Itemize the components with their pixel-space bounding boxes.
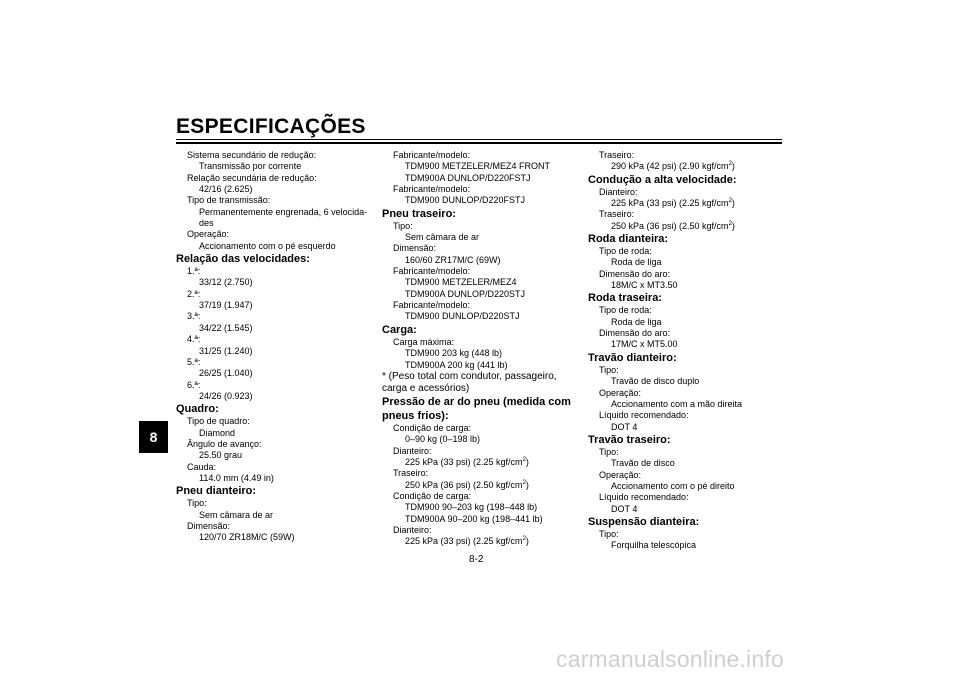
spec-line: Tipo:	[599, 446, 619, 457]
spec-line: TDM900 METZELER/MEZ4	[405, 277, 517, 288]
spec-line: Condição de carga:	[393, 422, 472, 433]
page-number: 8-2	[469, 554, 484, 565]
spec-line: 250 kPa (36 psi) (2.50 kgf/$cm^2$)	[405, 479, 529, 490]
spec-line: 290 kPa (42 psi) (2.90 kgf/$cm^2$)	[611, 161, 735, 172]
spec-line: TDM900A 90–200 kg (198–441 lb)	[405, 513, 543, 524]
spec-line: Dimensão:	[187, 520, 231, 531]
section-heading: pneus frios):	[382, 409, 449, 422]
spec-line: * (Peso total com condutor, passageiro,	[382, 370, 557, 382]
spec-line: Diamond	[199, 427, 236, 438]
spec-line: Relação secundária de redução:	[187, 172, 317, 183]
spec-line: Líquido recomendado:	[599, 492, 689, 503]
spec-line: Tipo de quadro:	[187, 416, 250, 427]
section-heading: Suspensão dianteira:	[588, 515, 700, 528]
spec-line: 2.ª:	[187, 288, 201, 299]
spec-line: 225 kPa (33 psi) (2.25 kgf/$cm^2$)	[405, 456, 529, 467]
spec-line: Ângulo de avanço:	[187, 438, 262, 449]
page-title: ESPECIFICAÇÕES	[176, 115, 366, 138]
spec-line: TDM900 90–203 kg (198–448 lb)	[405, 502, 538, 513]
spec-line: Tipo de roda:	[599, 305, 652, 316]
spec-line: 33/12 (2.750)	[199, 277, 253, 288]
section-heading: Travão traseiro:	[588, 433, 671, 446]
spec-line: 18M/C x MT3.50	[611, 280, 678, 291]
spec-line: Forquilha telescópica	[611, 540, 697, 551]
spec-line: DOT 4	[611, 421, 638, 432]
spec-line: 24/26 (0.923)	[199, 390, 253, 401]
spec-line: Tipo de roda:	[599, 246, 652, 257]
spec-line: Sem câmara de ar	[199, 509, 274, 520]
spec-line: 37/19 (1.947)	[199, 300, 253, 311]
spec-line: 3.ª:	[187, 311, 201, 322]
spec-line: Traseiro:	[393, 468, 429, 479]
spec-line: 6.ª:	[187, 379, 201, 390]
section-heading: Pressão de ar do pneu (medida com	[382, 395, 571, 408]
spec-line: TDM900 METZELER/MEZ4 FRONT	[405, 161, 551, 172]
spec-line: 5.ª:	[187, 356, 201, 367]
spec-line: Accionamento com o pé esquerdo	[199, 240, 336, 251]
spec-line: TDM900A DUNLOP/D220FSTJ	[405, 172, 531, 183]
spec-line: TDM900 DUNLOP/D220FSTJ	[405, 195, 526, 206]
spec-line: Tipo:	[599, 364, 619, 375]
spec-line: 26/25 (1.040)	[199, 368, 253, 379]
section-heading: Quadro:	[176, 403, 219, 416]
spec-line: Dianteiro:	[393, 445, 432, 456]
section-heading: Travão dianteiro:	[588, 351, 677, 364]
spec-line: 34/22 (1.545)	[199, 322, 253, 333]
spec-line: TDM900A 200 kg (441 lb)	[405, 359, 508, 370]
spec-line: 114.0 mm (4.49 in)	[199, 472, 274, 483]
spec-line: 225 kPa (33 psi) (2.25 kgf/$cm^2$)	[611, 198, 735, 209]
spec-column-2	[382, 150, 578, 548]
spec-line: Dimensão do aro:	[599, 328, 671, 339]
spec-line: carga e acessórios)	[382, 382, 470, 394]
spec-column-1	[176, 150, 372, 544]
spec-line: Fabricante/modelo:	[393, 300, 471, 311]
spec-line: Cauda:	[187, 461, 217, 472]
spec-line: Accionamento com o pé direito	[611, 480, 735, 491]
spec-line: TDM900 DUNLOP/D220STJ	[405, 311, 520, 322]
spec-line: Tipo de transmissão:	[187, 195, 271, 206]
section-heading: Carga:	[382, 323, 417, 336]
section-heading: Condução a alta velocidade:	[588, 173, 737, 186]
spec-line: Dimensão do aro:	[599, 268, 671, 279]
spec-line: Operação:	[187, 229, 230, 240]
spec-line: 4.ª:	[187, 334, 201, 345]
spec-line: Accionamento com a mão direita	[611, 398, 743, 409]
spec-line: Fabricante/modelo:	[393, 266, 471, 277]
spec-line: Dianteiro:	[393, 524, 432, 535]
spec-line: Tipo:	[393, 220, 413, 231]
spec-line: 1.ª:	[187, 266, 201, 277]
spec-line: Carga máxima:	[393, 336, 455, 347]
spec-line: 42/16 (2.625)	[199, 184, 253, 195]
spec-line: Traseiro:	[599, 150, 635, 160]
spec-line: 225 kPa (33 psi) (2.25 kgf/$cm^2$)	[405, 536, 529, 547]
spec-line: Dianteiro:	[599, 186, 638, 197]
section-heading: Pneu dianteiro:	[176, 485, 257, 498]
spec-line: 160/60 ZR17M/C (69W)	[405, 254, 501, 265]
spec-line: Roda de liga	[611, 316, 662, 327]
spec-line: Operação:	[599, 469, 642, 480]
spec-line: Travão de disco	[611, 458, 675, 469]
spec-line: 31/25 (1.240)	[199, 345, 253, 356]
spec-line: Tipo:	[599, 528, 619, 539]
spec-line: Sem câmara de ar	[405, 232, 480, 243]
spec-line: Sistema secundário de redução:	[187, 150, 317, 160]
spec-line: 120/70 ZR18M/C (59W)	[199, 532, 295, 543]
spec-line: 25.50 grau	[199, 450, 243, 461]
spec-line: Traseiro:	[599, 209, 635, 220]
header-rule-top	[176, 139, 782, 140]
spec-line: des	[199, 218, 214, 229]
section-heading: Roda traseira:	[588, 292, 662, 305]
spec-line: Fabricante/modelo:	[393, 150, 471, 160]
spec-line: 250 kPa (36 psi) (2.50 kgf/$cm^2$)	[611, 220, 735, 231]
header-rule-bottom	[176, 142, 782, 144]
section-heading: Roda dianteira:	[588, 233, 669, 246]
spec-line: Operação:	[599, 387, 642, 398]
spec-column-3	[588, 150, 784, 552]
spec-line: TDM900 203 kg (448 lb)	[405, 348, 503, 359]
spec-line: Transmissão por corrente	[199, 161, 302, 172]
spec-line: 0–90 kg (0–198 lb)	[405, 434, 481, 445]
spec-line: DOT 4	[611, 503, 638, 514]
spec-line: Líquido recomendado:	[599, 410, 689, 421]
spec-line: Roda de liga	[611, 257, 662, 268]
spec-line: TDM900A DUNLOP/D220STJ	[405, 288, 526, 299]
spec-line: Permanentemente engrenada, 6 velocida-	[199, 206, 368, 217]
spec-line: Dimensão:	[393, 243, 437, 254]
spec-line: 17M/C x MT5.00	[611, 339, 678, 350]
chapter-tab: 8	[139, 421, 168, 453]
spec-line: Tipo:	[187, 498, 207, 509]
spec-line: Fabricante/modelo:	[393, 184, 471, 195]
section-heading: Relação das velocidades:	[176, 253, 310, 266]
spec-line: Condição de carga:	[393, 490, 472, 501]
spec-line: Travão de disco duplo	[611, 376, 700, 387]
watermark-text: carmanualsonline.info	[556, 646, 784, 672]
section-heading: Pneu traseiro:	[382, 207, 456, 220]
